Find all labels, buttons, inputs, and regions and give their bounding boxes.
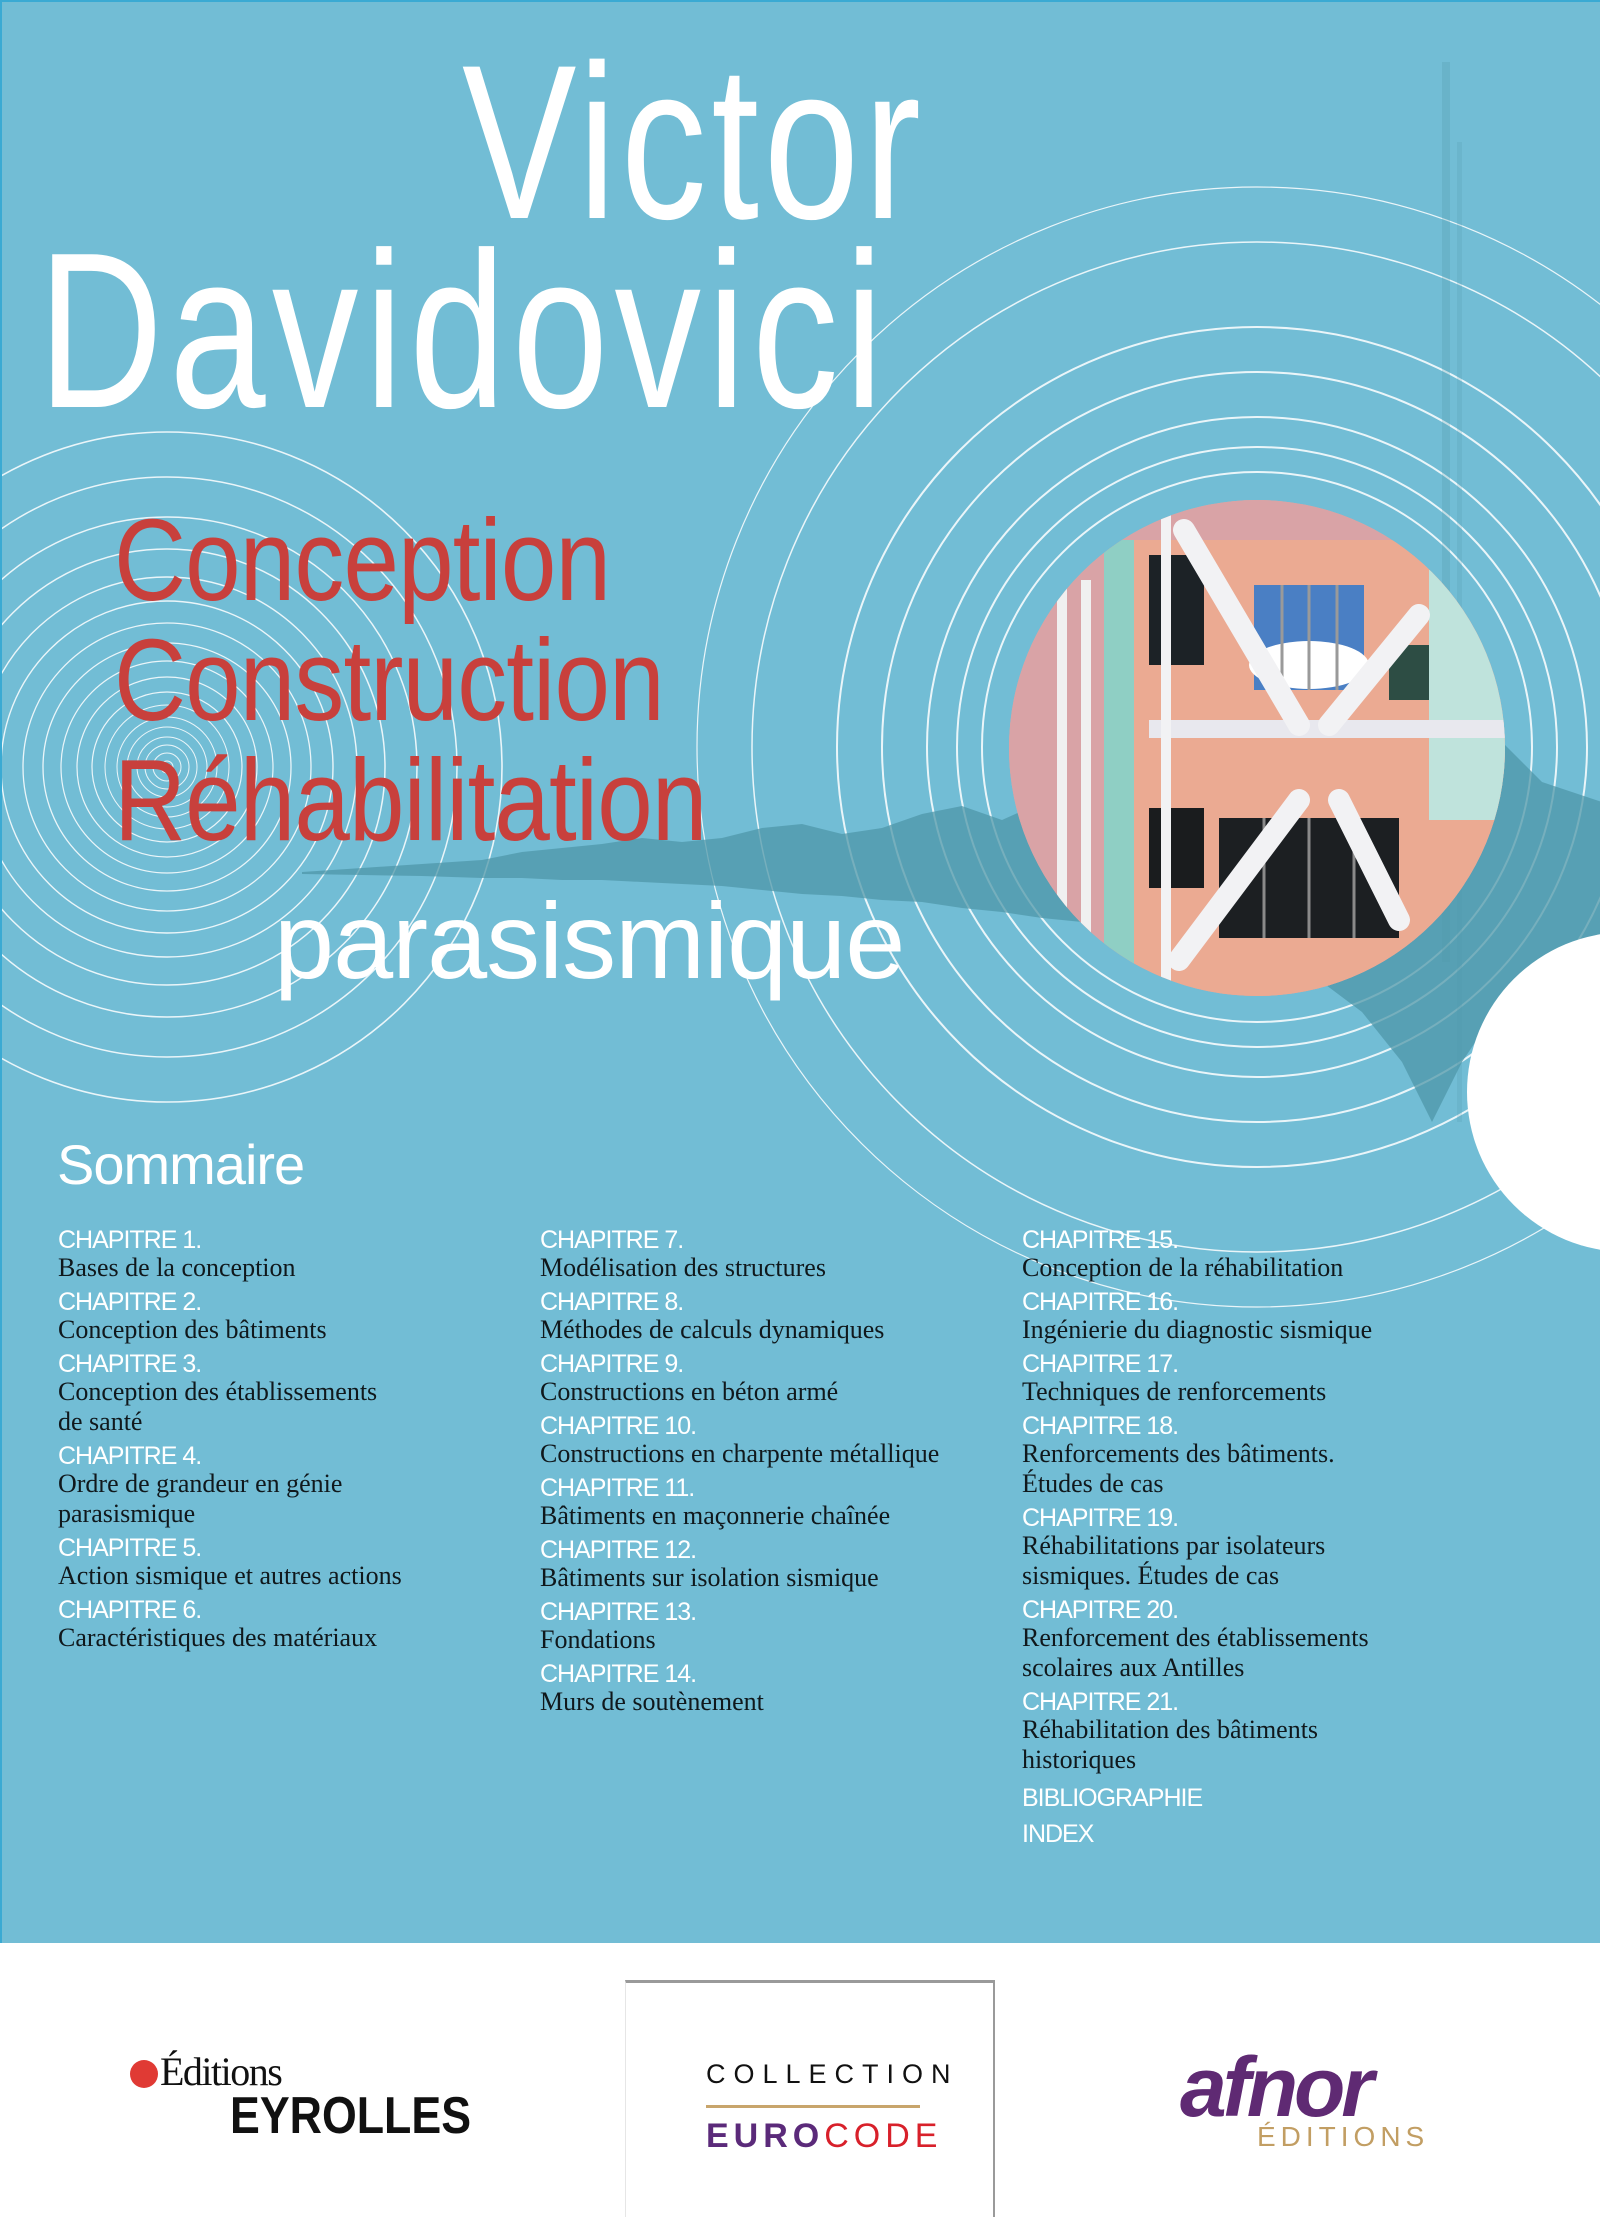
collection-name-code: CODE [824, 2117, 943, 2155]
chapter-label: CHAPITRE 14. [540, 1660, 697, 1688]
collection-divider [706, 2105, 920, 2108]
chapter-title: Ordre de grandeur en génie [58, 1469, 343, 1498]
toc-column-1 [58, 1227, 518, 1659]
chapter-label: CHAPITRE 3. [58, 1350, 202, 1378]
eyrolles-name: EYROLLES [230, 2087, 472, 2145]
chapter-label: CHAPITRE 9. [540, 1350, 684, 1378]
chapter-title-line-2: parasismique [58, 1499, 196, 1528]
red-dot-icon [130, 2060, 158, 2088]
chapter-title: Conception des établissements [58, 1377, 378, 1406]
toc-entry-chapter-7 [540, 1227, 1000, 1283]
eyrolles-editions-label: Éditions [160, 2049, 282, 2094]
chapter-title: Conception des bâtiments [58, 1315, 327, 1344]
chapter-label: CHAPITRE 11. [540, 1474, 695, 1502]
chapter-label: CHAPITRE 1. [58, 1226, 202, 1254]
chapter-label: CHAPITRE 17. [1022, 1350, 1179, 1378]
chapter-title-line-2: sismiques. Études de cas [1022, 1561, 1280, 1590]
toc-column-2 [540, 1227, 1000, 1723]
toc-entry-chapter-11 [540, 1475, 1000, 1531]
chapter-label: CHAPITRE 6. [58, 1596, 202, 1624]
chapter-label: CHAPITRE 7. [540, 1226, 684, 1254]
chapter-title: Conception de la réhabilitation [1022, 1253, 1344, 1282]
toc-entry-chapter-8 [540, 1289, 1000, 1345]
chapter-label: CHAPITRE 15. [1022, 1226, 1179, 1254]
toc-entry-chapter-21 [1022, 1689, 1482, 1775]
toc-entry-chapter-1 [58, 1227, 518, 1283]
chapter-label: CHAPITRE 19. [1022, 1504, 1179, 1532]
chapter-label: CHAPITRE 21. [1022, 1688, 1179, 1716]
afnor-name: afnor [1180, 2040, 1370, 2134]
chapter-title-line-2: historiques [1022, 1745, 1137, 1774]
chapter-label: CHAPITRE 4. [58, 1442, 202, 1470]
toc-entry-chapter-5 [58, 1535, 518, 1591]
braced-building-illustration [1009, 500, 1505, 996]
afnor-editions-label: ÉDITIONS [1257, 2121, 1430, 2152]
toc-entry-chapter-13 [540, 1599, 1000, 1655]
toc-entry-chapter-6 [58, 1597, 518, 1653]
title-parasismique: parasismique [274, 880, 905, 1001]
chapter-title: Bases de la conception [58, 1253, 296, 1282]
chapter-title: Méthodes de calculs dynamiques [540, 1315, 885, 1344]
toc-entry-chapter-20 [1022, 1597, 1482, 1683]
chapter-title-line-2: Études de cas [1022, 1469, 1164, 1498]
chapter-title-line-2: de santé [58, 1407, 143, 1436]
collection-name [706, 2117, 942, 2156]
toc-entry-chapter-19 [1022, 1505, 1482, 1591]
chapter-title: Ingénierie du diagnostic sismique [1022, 1315, 1373, 1344]
toc-entry-chapter-16 [1022, 1289, 1482, 1345]
chapter-label: CHAPITRE 12. [540, 1536, 697, 1564]
toc-entry-chapter-4 [58, 1443, 518, 1529]
chapter-label: CHAPITRE 13. [540, 1598, 697, 1626]
subtitle-line-conception: Conception [114, 495, 611, 625]
chapter-title: Réhabilitation des bâtiments [1022, 1715, 1319, 1744]
toc-index: INDEX [1022, 1820, 1094, 1848]
chapter-title: Constructions en béton armé [540, 1377, 839, 1406]
chapter-title: Action sismique et autres actions [58, 1561, 402, 1590]
chapter-label: CHAPITRE 5. [58, 1534, 202, 1562]
chapter-title: Réhabilitations par isolateurs [1022, 1531, 1326, 1560]
subtitle-line-construction: Construction [114, 615, 664, 745]
toc-entry-chapter-9 [540, 1351, 1000, 1407]
toc-column-3 [1022, 1227, 1482, 1847]
toc-entry-chapter-17 [1022, 1351, 1482, 1407]
toc-bibliographie: BIBLIOGRAPHIE [1022, 1784, 1203, 1812]
subtitle-line-rehabilitation: Réhabilitation [114, 735, 707, 865]
chapter-title-line-2: scolaires aux Antilles [1022, 1653, 1245, 1682]
toc-entry-chapter-12 [540, 1537, 1000, 1593]
toc-entry-chapter-15 [1022, 1227, 1482, 1283]
toc-entry-chapter-10 [540, 1413, 1000, 1469]
chapter-title: Murs de soutènement [540, 1687, 764, 1716]
chapter-label: CHAPITRE 8. [540, 1288, 684, 1316]
chapter-title: Renforcement des établissements [1022, 1623, 1369, 1652]
chapter-label: CHAPITRE 18. [1022, 1412, 1179, 1440]
chapter-title: Bâtiments sur isolation sismique [540, 1563, 879, 1592]
author-first-name: Victor [462, 19, 926, 265]
chapter-title: Fondations [540, 1625, 656, 1654]
building-photo [1009, 500, 1505, 996]
toc-entry-chapter-3 [58, 1351, 518, 1437]
sommaire-heading: Sommaire [57, 1133, 305, 1196]
chapter-title: Renforcements des bâtiments. [1022, 1439, 1335, 1468]
chapter-title: Bâtiments en maçonnerie chaînée [540, 1501, 891, 1530]
collection-name-euro: EURO [706, 2117, 825, 2155]
toc-entry-chapter-2 [58, 1289, 518, 1345]
chapter-label: CHAPITRE 20. [1022, 1596, 1179, 1624]
chapter-label: CHAPITRE 2. [58, 1288, 202, 1316]
chapter-label: CHAPITRE 10. [540, 1412, 697, 1440]
chapter-title: Constructions en charpente métallique [540, 1439, 940, 1468]
chapter-title: Techniques de renforcements [1022, 1377, 1327, 1406]
collection-eurocode-logo [625, 1980, 995, 2217]
chapter-label: CHAPITRE 16. [1022, 1288, 1179, 1316]
toc-entry-chapter-18 [1022, 1413, 1482, 1499]
collection-label: COLLECTION [706, 2059, 959, 2089]
chapter-title: Caractéristiques des matériaux [58, 1623, 378, 1652]
author-last-name: Davidovici [38, 207, 890, 455]
toc-entry-chapter-14 [540, 1661, 1000, 1717]
chapter-title: Modélisation des structures [540, 1253, 826, 1282]
